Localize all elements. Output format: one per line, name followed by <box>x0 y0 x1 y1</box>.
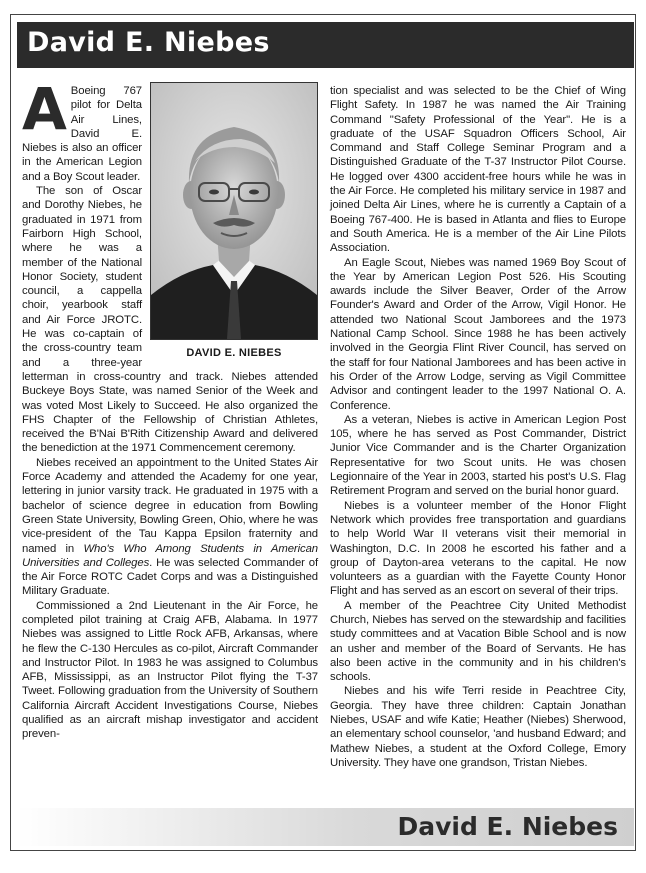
left-column <box>22 75 318 742</box>
paragraph-scouting: An Eagle Scout, Niebes was named 1969 Boy Scout of the Year by American Legion Post 526. His Scouting awards include the Silver Beaver, Order of the Arrow Founder's Award and Order of the Arrow, Vigil Honor. He attended two National Scout Jamborees and the 1973 National Camp School. Since 1988 he has been actively involved in the Georgia Flint River Council, has served on the staff for four National Jamborees and has been active in his Order of the Arrow Lodge, serving as Vigil Committee Advisor and contingent leader to the 1997 National O. A. Conference. <box>330 256 626 412</box>
footer-name: David E. Niebes <box>397 812 618 841</box>
paragraph-education-text-a: Niebes received an appointment to the United States Air Force Academy and attended the Academy for one year, lettering in junior varsity track. He graduated in 1975 with a bachelor of science degree in education from Bowling Green State University, Bowling Green, Ohio, where he was vice-president of the Tau Kappa Epsilon fraternity and named in <box>22 456 318 555</box>
page-title: David E. Niebes <box>27 27 270 58</box>
portrait-figure <box>150 82 318 360</box>
portrait-image <box>151 83 317 339</box>
paragraph-family: Niebes and his wife Terri reside in Peachtree City, Georgia. They have three children: Captain Jonathan Niebes, USAF and wife Katie; Heather (Niebes) Sherwood, an elementary school counselor, 'and husband Edward; and Mathew Niebes, a student at the Oxford College, Emory University. They have one grandson, Tristan Niebes. <box>330 685 626 769</box>
paragraph-honor-flight: Niebes is a volunteer member of the Honor Flight Network which provides free transportation and guardians to help World War II veterans visit their memorial in Washington, D.C. In 2008 he escorted his father and a group of Dayton-area veterans to the capital. He now volunteers as a guardian with the Fayette County Honor Flight and has served as an escort on several of their trips. <box>330 499 626 598</box>
intro-block <box>22 75 318 456</box>
paragraph-church: A member of the Peachtree City United Methodist Church, Niebes has served on the stewardship and facilities study committees and at Vacation Bible School and is now an usher and member of the Board of Servants. He has also been active in the community and in his children's schools. <box>330 599 626 684</box>
portrait-photo <box>150 82 318 340</box>
paragraph-intro: Boeing 767 pilot for Delta Air Lines, David E. Niebes is also an officer in the American Legion and a Boy Scout leader. <box>22 85 142 183</box>
whos-who-title: Who's Who Among Students in American Universities and Colleges <box>22 542 318 569</box>
paragraph-education <box>22 456 318 599</box>
drop-cap: A <box>22 75 67 143</box>
paragraph-education-text-b: . He was selected Commander of the Air Force ROTC Cadet Corps and was a Distinguished Military Graduate. <box>22 556 318 598</box>
footer-banner <box>17 808 634 846</box>
photo-caption: DAVID E. NIEBES <box>186 347 282 359</box>
paragraph-veteran: As a veteran, Niebes is active in American Legion Post 105, where he has served as Post Commander, District Junior Vice Commander and is the Charter Organization Representative for two Scout units. He was chosen Legionnaire of the Year in 2003, started his post's U.S. Flag Retirement Program and served on the burial honor guard. <box>330 413 626 498</box>
paragraph-early-life: The son of Oscar and Dorothy Niebes, he graduated in 1971 from Fairborn High School, where he was a member of the National Honor Society, student council, a cappella choir, yearbook staff and Air Force JROTC. He was co-captain of the cross-country team and a three-year letterman in cross-country and track. Niebes attended Buckeye Boys State, was named Senior of the Week and was voted Most Likely to Succeed. He also organized the FHS Chapter of the Fellowship of Christian Athletes, received the B'Nai B'Rith Citizenship Award and delivered the benediction at the 1971 Commencement ceremony. <box>22 185 318 455</box>
paragraph-air-force: Commissioned a 2nd Lieutenant in the Air Force, he completed pilot training at Craig AFB, Alabama. In 1977 Niebes was assigned to Little Rock AFB, Arkansas, where he flew the C-130 Hercules as co-pilot, Aircraft Commander and Instructor Pilot. In 1983 he was assigned to Columbus AFB, Mississippi, as an Instructor Pilot flying the T-37 Tweet. Following graduation from the University of Southern California Aircraft Accident Investigations Course, Niebes qualified as an aircraft mishap investigator and accident preven- <box>22 599 318 741</box>
title-banner <box>17 22 634 68</box>
paragraph-career: tion specialist and was selected to be the Chief of Wing Flight Safety. In 1987 he was named the Air Training Command "Safety Professional of the Year". He is a graduate of the USAF Squadron Officers School, Air Command and Staff College Seminar Program and a Distinguished Graduate of the T-37 Instructor Pilot Course. He logged over 4300 accident-free hours while he was in the Air Force. He completed his military service in 1987 and joined Delta Air Lines, where he is currently a Captain of a Boeing 767-400. He is based in Atlanta and flies to Europe and South America. He is a member of the Air Line Pilots Association. <box>330 85 626 255</box>
right-column <box>330 84 626 770</box>
